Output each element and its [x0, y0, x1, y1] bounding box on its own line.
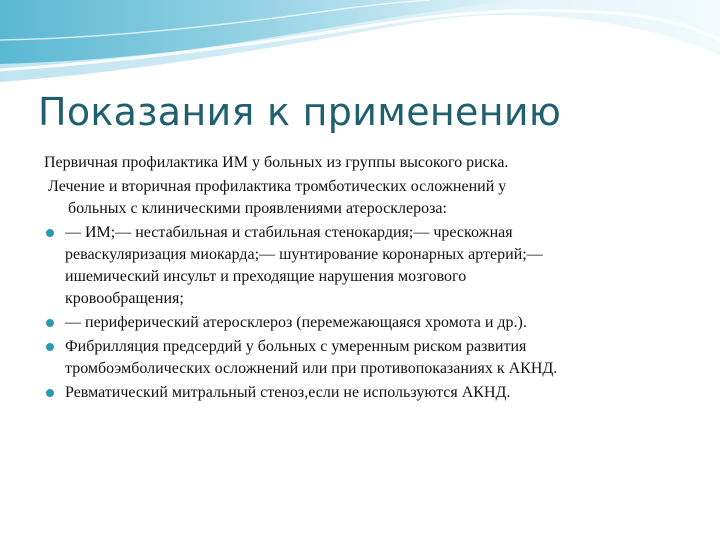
paragraph-line: больных с клиническими проявлениями атеросклероза: [68, 200, 447, 217]
paragraph-primary-prevention [44, 152, 684, 174]
list-item [44, 382, 684, 404]
paragraph-text: Первичная профилактика ИМ у больных из группы высокого риска. [44, 154, 509, 171]
list-item-line: кровообращения; [65, 290, 184, 307]
slide-title: Показания к применению [38, 90, 562, 134]
paragraph-line: Лечение и вторичная профилактика тромботических осложнений у [48, 178, 507, 195]
list-item-line: Фибрилляция предсердий у больных с умеренным риском развития [65, 338, 527, 355]
list-item-line: Ревматический митральный стеноз,если не используются АКНД. [65, 384, 511, 401]
round-bullet-icon [46, 343, 54, 351]
round-bullet-icon [46, 319, 54, 327]
slide-body [44, 152, 684, 406]
round-bullet-icon [46, 229, 54, 237]
list-item [44, 312, 684, 334]
list-item [44, 336, 684, 380]
list-item-line: — периферический атеросклероз (перемежающаяся хромота и др.). [65, 314, 527, 331]
list-item-line: тромбоэмболических осложнений или при противопоказаниях к АКНД. [65, 360, 558, 377]
list-item [44, 222, 684, 310]
paragraph-secondary-prevention [44, 176, 684, 220]
list-item-line: реваскуляризация миокарда;— шунтирование коронарных артерий;— [65, 246, 543, 263]
list-item-line: ишемический инсульт и преходящие нарушения мозгового [65, 268, 467, 285]
list-item-line: — ИМ;— нестабильная и стабильная стенокардия;— чрескожная [65, 224, 513, 241]
round-bullet-icon [46, 389, 54, 397]
